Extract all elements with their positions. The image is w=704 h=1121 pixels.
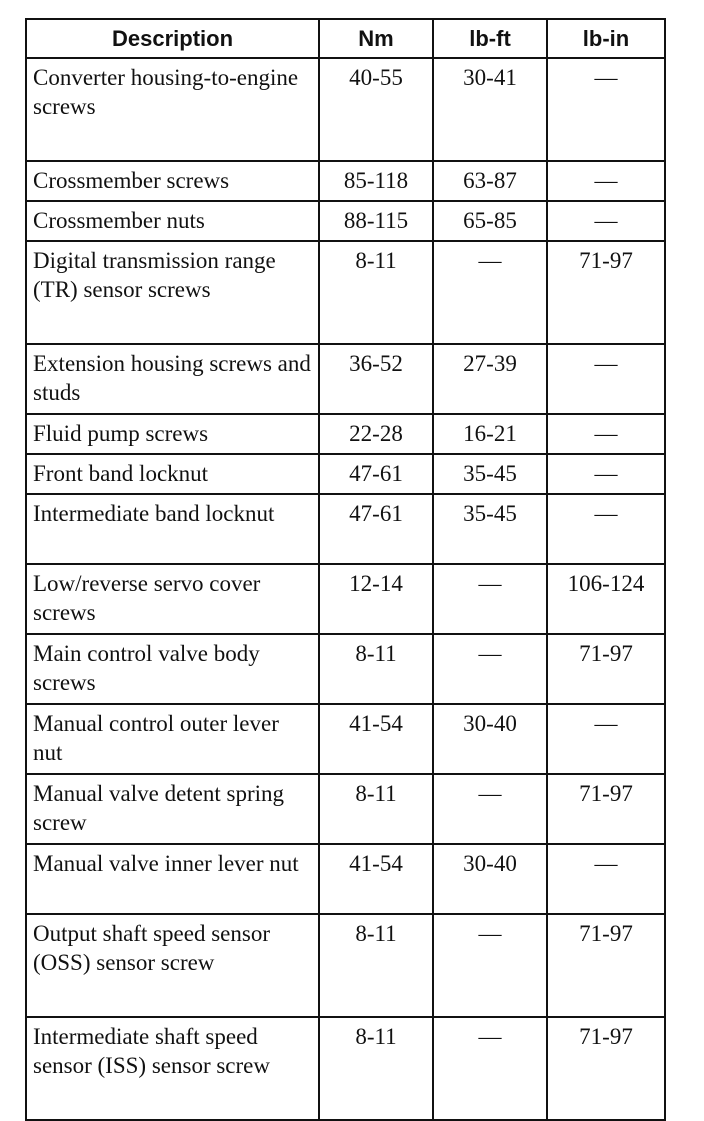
row-lbin: — [547, 414, 665, 454]
table-row [26, 58, 665, 161]
row-lbft: 63-87 [433, 161, 547, 201]
row-description: Intermediate band locknut [26, 494, 319, 564]
row-nm: 41-54 [319, 844, 433, 914]
row-lbft: 30-41 [433, 58, 547, 161]
row-lbft: — [433, 241, 547, 344]
header-lbin: lb-in [547, 19, 665, 58]
row-nm: 12-14 [319, 564, 433, 634]
row-description: Manual control outer lever nut [26, 704, 319, 774]
row-nm: 47-61 [319, 454, 433, 494]
table-row [26, 201, 665, 241]
row-lbin: 71-97 [547, 1017, 665, 1120]
row-description: Crossmember screws [26, 161, 319, 201]
header-lbft: lb-ft [433, 19, 547, 58]
table-row [26, 344, 665, 414]
row-lbft: 35-45 [433, 494, 547, 564]
row-lbft: 16-21 [433, 414, 547, 454]
row-lbin: — [547, 161, 665, 201]
row-nm: 36-52 [319, 344, 433, 414]
row-lbin: 71-97 [547, 241, 665, 344]
row-lbft: — [433, 1017, 547, 1120]
row-nm: 8-11 [319, 1017, 433, 1120]
table-row [26, 914, 665, 1017]
torque-spec-table [25, 18, 666, 1121]
header-nm: Nm [319, 19, 433, 58]
row-nm: 8-11 [319, 634, 433, 704]
row-description: Main control valve body screws [26, 634, 319, 704]
row-description: Front band locknut [26, 454, 319, 494]
row-lbft: — [433, 634, 547, 704]
row-description: Digital transmission range (TR) sensor screws [26, 241, 319, 344]
row-lbin: — [547, 844, 665, 914]
row-lbin: 71-97 [547, 774, 665, 844]
row-lbin: — [547, 454, 665, 494]
row-description: Manual valve inner lever nut [26, 844, 319, 914]
row-lbft: 30-40 [433, 844, 547, 914]
row-nm: 8-11 [319, 774, 433, 844]
row-description: Converter housing-to-engine screws [26, 58, 319, 161]
table-body [26, 58, 665, 1120]
row-description: Output shaft speed sensor (OSS) sensor screw [26, 914, 319, 1017]
row-nm: 8-11 [319, 914, 433, 1017]
row-lbin: — [547, 494, 665, 564]
table-row [26, 241, 665, 344]
row-description: Crossmember nuts [26, 201, 319, 241]
row-lbft: — [433, 774, 547, 844]
table-row [26, 161, 665, 201]
row-description: Manual valve detent spring screw [26, 774, 319, 844]
row-nm: 22-28 [319, 414, 433, 454]
table-row [26, 634, 665, 704]
row-lbin: 106-124 [547, 564, 665, 634]
row-description: Intermediate shaft speed sensor (ISS) sensor screw [26, 1017, 319, 1120]
row-description: Fluid pump screws [26, 414, 319, 454]
row-lbin: — [547, 704, 665, 774]
row-lbin: — [547, 201, 665, 241]
table-row [26, 454, 665, 494]
row-lbin: 71-97 [547, 634, 665, 704]
row-lbft: — [433, 914, 547, 1017]
row-lbft: 27-39 [433, 344, 547, 414]
header-description: Description [26, 19, 319, 58]
row-nm: 47-61 [319, 494, 433, 564]
row-lbin: — [547, 344, 665, 414]
row-lbin: 71-97 [547, 914, 665, 1017]
row-description: Low/reverse servo cover screws [26, 564, 319, 634]
row-lbin: — [547, 58, 665, 161]
table-row [26, 564, 665, 634]
table-row [26, 844, 665, 914]
row-nm: 8-11 [319, 241, 433, 344]
row-nm: 85-118 [319, 161, 433, 201]
table-header [26, 19, 665, 58]
row-lbft: 65-85 [433, 201, 547, 241]
row-nm: 88-115 [319, 201, 433, 241]
row-nm: 40-55 [319, 58, 433, 161]
row-lbft: — [433, 564, 547, 634]
table-row [26, 494, 665, 564]
row-lbft: 35-45 [433, 454, 547, 494]
table-row [26, 1017, 665, 1120]
row-description: Extension housing screws and studs [26, 344, 319, 414]
row-nm: 41-54 [319, 704, 433, 774]
table-row [26, 414, 665, 454]
table-row [26, 704, 665, 774]
row-lbft: 30-40 [433, 704, 547, 774]
table-row [26, 774, 665, 844]
header-row [26, 19, 665, 58]
